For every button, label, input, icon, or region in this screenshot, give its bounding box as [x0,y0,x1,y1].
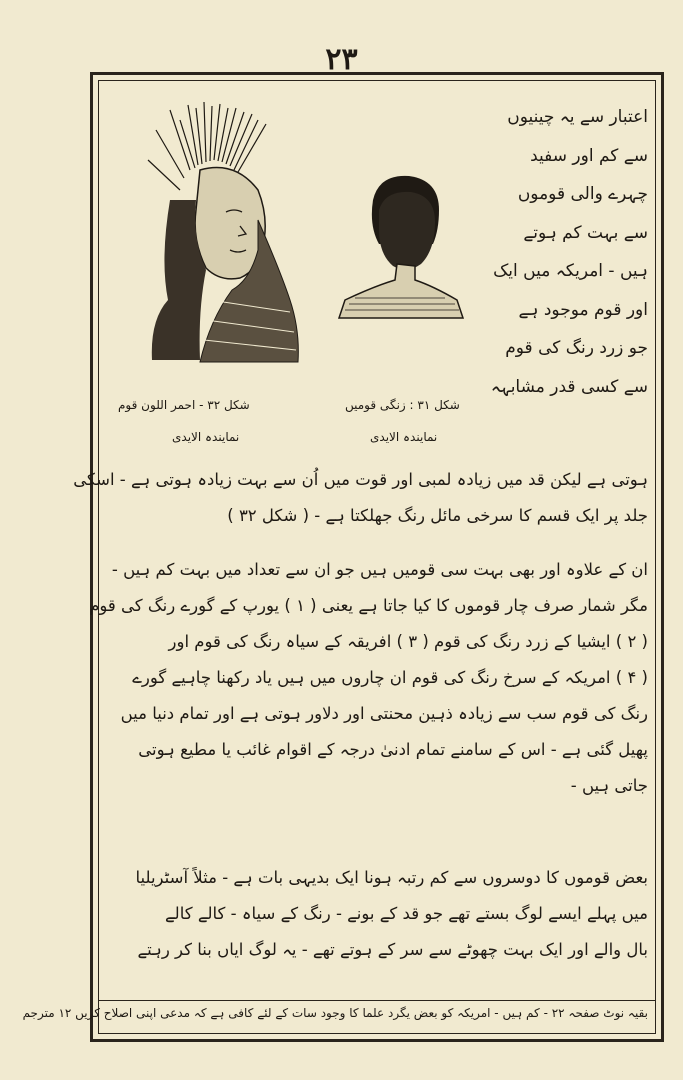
paragraph-3 [108,860,648,968]
side-line: سے کم اور سفید [530,145,648,166]
text-line: ان کے علاوہ اور بھی بہت سی قومیں ہیں جو ان سے تعداد میں بہت کم ہیں - [111,560,648,579]
text-line: میں پہلے ایسے لوگ بستے تھے جو قد کے بونے - رنگ کے سیاہ - کالے کالے [165,904,648,923]
page-number: ۲۳ [325,42,358,77]
text-line: جلد پر ایک قسم کا سرخی مائل رنگ جھلکتا ہے - ( شکل ۳۲ ) [227,506,648,525]
figure-32-subcaption: نمایندہ الایدی [172,430,240,444]
text-line: بال والے اور ایک بہت چھوٹے سے سر کے ہوتے تھے - یہ لوگ ایاں بنا کر رہتے [137,940,648,959]
figure-31-caption: شکل ۳۱ : زنگی قومیں [345,398,460,412]
figure-31-subcaption: نمایندہ الایدی [370,430,438,444]
side-line: سے بہت کم ہوتے [523,222,648,243]
paragraph-2 [89,552,648,804]
side-line: چہرے والی قوموں [517,184,648,204]
text-line: بعض قوموں کا دوسروں سے کم رتبہ ہونا ایک بدیہی بات ہے - مثلاً آسٹریلیا [135,868,648,887]
text-line: مگر شمار صرف چار قوموں کا کیا جاتا ہے یعنی ( ۱ ) یورپ کے گورے رنگ کی قوم [89,596,648,615]
paragraph-1 [73,462,648,534]
footnote: بقیہ نوٹ صفحہ ۲۲ - کم ہیں - امریکہ کو بعض یگرد علما کا وجود سات کے لئے کافی ہے کہ مدعی اپنی اصلاح کریں ۱۲ مترجم [22,1006,648,1020]
side-line: اور قوم موجود ہے [518,299,648,320]
side-line: سے کسی قدر مشابہہ [490,376,648,397]
footnote-divider [98,1000,656,1001]
side-line: اعتبار سے یہ چینیوں [507,107,648,127]
text-line: ( ۴ ) امریکہ کے سرخ رنگ کی قوم ان چاروں میں ہیں یاد رکھنا چاہیے گورے [132,668,648,687]
text-line: جاتی ہیں - [570,776,648,795]
side-line: جو زرد رنگ کی قوم [505,338,648,358]
text-line: ہوتی ہے لیکن قد میں زیادہ لمبی اور قوت میں اُن سے بہت زیادہ ہوتی ہے - اسکی [73,470,648,489]
text-line: ( ۲ ) ایشیا کے زرد رنگ کی قوم ( ۳ ) افریقہ کے سیاہ رنگ کی قوم اور [168,632,648,651]
native-american-portrait-illustration [140,100,310,370]
text-line: رنگ کی قوم سب سے زیادہ ذہین محنتی اور دلاور ہوتی ہے اور تمام دنیا میں [120,704,648,723]
side-line: ہیں - امریکہ میں ایک [493,261,648,281]
side-column-text [470,98,648,406]
text-line: پھیل گئی ہے - اس کے سامنے تمام ادنیٰ درجہ کے اقوام غائب یا مطیع ہوتی [138,740,648,759]
figure-32-caption: شکل ۳۲ - احمر اللون قوم [118,398,250,412]
african-portrait-illustration [335,170,465,320]
